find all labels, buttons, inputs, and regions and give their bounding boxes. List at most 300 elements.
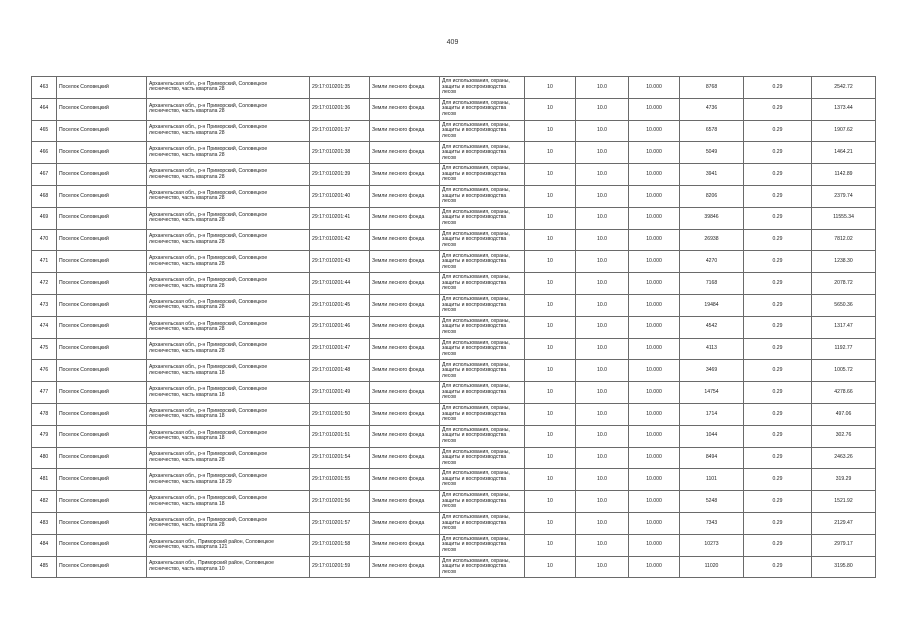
cost-cell: 2463.26 (812, 447, 876, 469)
address-line: лесничество, часть квартала 18 (149, 413, 225, 420)
permitted-use-line: Для использования, охраны, (442, 317, 510, 324)
min-value-cell: 10.0 (576, 98, 629, 120)
permitted-use-cell (440, 316, 525, 338)
settlement-cell: Поселок Соловецкий (57, 229, 147, 251)
address-line: лесничество, часть квартала 28 (149, 347, 225, 354)
address-line: Архангельская обл., р-н Приморский, Соловецкое (149, 277, 268, 284)
address-cell (147, 382, 310, 404)
cost-cell: 1464.21 (812, 142, 876, 164)
table-row (32, 229, 876, 251)
address-line: лесничество, часть квартала 28 (149, 326, 225, 333)
area-cell: 10 (525, 512, 576, 534)
permitted-use-line: лесов (442, 503, 456, 510)
permitted-use-line: защиты и воспроизводства (442, 236, 507, 243)
max-value-cell: 10.000 (629, 251, 680, 273)
min-value-cell: 10.0 (576, 556, 629, 578)
permitted-use-line: Для использования, охраны, (442, 252, 510, 259)
land-category-cell: Земли лесного фонда (370, 338, 440, 360)
permitted-use-line: Для использования, охраны, (442, 492, 510, 499)
area-cell: 10 (525, 77, 576, 99)
max-value-cell: 10.000 (629, 273, 680, 295)
land-category-cell: Земли лесного фонда (370, 142, 440, 164)
land-category-cell: Земли лесного фонда (370, 120, 440, 142)
max-value-cell: 10.000 (629, 338, 680, 360)
min-value-cell: 10.0 (576, 512, 629, 534)
min-value-cell: 10.0 (576, 142, 629, 164)
settlement-cell: Поселок Соловецкий (57, 469, 147, 491)
max-value-cell: 10.000 (629, 185, 680, 207)
cadastral-number-cell: 29:17:010201:45 (310, 294, 370, 316)
min-value-cell: 10.0 (576, 447, 629, 469)
permitted-use-line: лесов (442, 132, 456, 139)
area-cell: 10 (525, 273, 576, 295)
area-cell: 10 (525, 338, 576, 360)
cost-cell: 1521.92 (812, 491, 876, 513)
row-number-cell: 467 (32, 164, 57, 186)
permitted-use-cell (440, 251, 525, 273)
area-cell: 10 (525, 229, 576, 251)
index-value-cell: 1044 (680, 425, 744, 447)
index-value-cell: 10273 (680, 534, 744, 556)
max-value-cell: 10.000 (629, 294, 680, 316)
permitted-use-line: защиты и воспроизводства (442, 388, 507, 395)
permitted-use-line: защиты и воспроизводства (442, 149, 507, 156)
address-line: лесничество, часть квартала 18 (149, 435, 225, 442)
row-number-cell: 482 (32, 491, 57, 513)
cost-cell: 1192.77 (812, 338, 876, 360)
permitted-use-line: Для использования, охраны, (442, 187, 510, 194)
index-value-cell: 5248 (680, 491, 744, 513)
permitted-use-cell (440, 294, 525, 316)
cadastral-number-cell: 29:17:010201:36 (310, 98, 370, 120)
min-value-cell: 10.0 (576, 185, 629, 207)
address-line: лесничество, часть квартала 28 (149, 195, 225, 202)
land-category-cell: Земли лесного фонда (370, 294, 440, 316)
permitted-use-line: защиты и воспроизводства (442, 323, 507, 330)
cadastral-number-cell: 29:17:010201:35 (310, 77, 370, 99)
row-number-cell: 469 (32, 207, 57, 229)
settlement-cell: Поселок Соловецкий (57, 251, 147, 273)
permitted-use-line: лесов (442, 154, 456, 161)
min-value-cell: 10.0 (576, 534, 629, 556)
row-number-cell: 477 (32, 382, 57, 404)
row-number-cell: 484 (32, 534, 57, 556)
address-cell (147, 403, 310, 425)
row-number-cell: 464 (32, 98, 57, 120)
table-row (32, 98, 876, 120)
permitted-use-line: лесов (442, 372, 456, 379)
address-cell (147, 469, 310, 491)
row-number-cell: 470 (32, 229, 57, 251)
permitted-use-cell (440, 273, 525, 295)
address-line: лесничество, часть квартала 28 (149, 151, 225, 158)
min-value-cell: 10.0 (576, 382, 629, 404)
address-cell (147, 512, 310, 534)
min-value-cell: 10.0 (576, 251, 629, 273)
permitted-use-line: Для использования, охраны, (442, 78, 510, 85)
index-value-cell: 11020 (680, 556, 744, 578)
permitted-use-line: лесов (442, 328, 456, 335)
permitted-use-line: защиты и воспроизводства (442, 345, 507, 352)
table-row (32, 382, 876, 404)
settlement-cell: Поселок Соловецкий (57, 512, 147, 534)
permitted-use-line: лесов (442, 241, 456, 248)
permitted-use-line: Для использования, охраны, (442, 383, 510, 390)
cadastral-number-cell: 29:17:010201:48 (310, 360, 370, 382)
permitted-use-line: Для использования, охраны, (442, 274, 510, 281)
table-row (32, 294, 876, 316)
permitted-use-line: защиты и воспроизводства (442, 279, 507, 286)
address-line: лесничество, часть квартала 18 (149, 500, 225, 507)
coefficient-cell: 0.29 (744, 251, 812, 273)
row-number-cell: 481 (32, 469, 57, 491)
permitted-use-line: лесов (442, 285, 456, 292)
index-value-cell: 26938 (680, 229, 744, 251)
permitted-use-line: лесов (442, 110, 456, 117)
permitted-use-line: Для использования, охраны, (442, 448, 510, 455)
area-cell: 10 (525, 425, 576, 447)
land-category-cell: Земли лесного фонда (370, 403, 440, 425)
cadastral-number-cell: 29:17:010201:50 (310, 403, 370, 425)
address-line: Архангельская обл., р-н Приморский, Соловецкое (149, 451, 268, 458)
address-line: лесничество, часть квартала 28 (149, 108, 225, 115)
table-row (32, 512, 876, 534)
land-category-cell: Земли лесного фонда (370, 556, 440, 578)
permitted-use-line: защиты и воспроизводства (442, 105, 507, 112)
area-cell: 10 (525, 403, 576, 425)
max-value-cell: 10.000 (629, 360, 680, 382)
coefficient-cell: 0.29 (744, 164, 812, 186)
address-line: лесничество, часть квартала 10 (149, 565, 225, 572)
max-value-cell: 10.000 (629, 142, 680, 164)
min-value-cell: 10.0 (576, 469, 629, 491)
min-value-cell: 10.0 (576, 207, 629, 229)
cadastral-number-cell: 29:17:010201:56 (310, 491, 370, 513)
address-line: Архангельская обл., Приморский район, Соловецкое (149, 560, 274, 567)
coefficient-cell: 0.29 (744, 294, 812, 316)
permitted-use-line: лесов (442, 459, 456, 466)
land-category-cell: Земли лесного фонда (370, 512, 440, 534)
index-value-cell: 14754 (680, 382, 744, 404)
permitted-use-cell (440, 469, 525, 491)
permitted-use-cell (440, 164, 525, 186)
max-value-cell: 10.000 (629, 403, 680, 425)
table-row (32, 273, 876, 295)
table-row (32, 77, 876, 99)
address-line: лесничество, часть квартала 28 (149, 456, 225, 463)
address-line: лесничество, часть квартала 28 (149, 86, 225, 93)
table-row (32, 142, 876, 164)
permitted-use-line: защиты и воспроизводства (442, 192, 507, 199)
row-number-cell: 473 (32, 294, 57, 316)
land-category-cell: Земли лесного фонда (370, 273, 440, 295)
settlement-cell: Поселок Соловецкий (57, 98, 147, 120)
settlement-cell: Поселок Соловецкий (57, 316, 147, 338)
address-cell (147, 425, 310, 447)
permitted-use-line: лесов (442, 307, 456, 314)
cadastral-number-cell: 29:17:010201:58 (310, 534, 370, 556)
permitted-use-line: защиты и воспроизводства (442, 563, 507, 570)
area-cell: 10 (525, 491, 576, 513)
max-value-cell: 10.000 (629, 425, 680, 447)
min-value-cell: 10.0 (576, 425, 629, 447)
address-line: Архангельская обл., Приморский район, Соловецкое (149, 538, 274, 545)
land-category-cell: Земли лесного фонда (370, 425, 440, 447)
address-line: лесничество, часть квартала 18 (149, 369, 225, 376)
coefficient-cell: 0.29 (744, 273, 812, 295)
area-cell: 10 (525, 382, 576, 404)
index-value-cell: 4113 (680, 338, 744, 360)
permitted-use-cell (440, 120, 525, 142)
table-row (32, 469, 876, 491)
table-row (32, 556, 876, 578)
permitted-use-line: Для использования, охраны, (442, 535, 510, 542)
permitted-use-line: Для использования, охраны, (442, 405, 510, 412)
coefficient-cell: 0.29 (744, 447, 812, 469)
min-value-cell: 10.0 (576, 120, 629, 142)
permitted-use-line: лесов (442, 437, 456, 444)
cost-cell: 302.76 (812, 425, 876, 447)
permitted-use-line: защиты и воспроизводства (442, 432, 507, 439)
min-value-cell: 10.0 (576, 403, 629, 425)
address-cell (147, 251, 310, 273)
area-cell: 10 (525, 120, 576, 142)
address-line: лесничество, часть квартала 28 (149, 304, 225, 311)
cost-cell: 497.06 (812, 403, 876, 425)
cost-cell: 2379.74 (812, 185, 876, 207)
permitted-use-line: лесов (442, 568, 456, 575)
land-category-cell: Земли лесного фонда (370, 534, 440, 556)
settlement-cell: Поселок Соловецкий (57, 185, 147, 207)
row-number-cell: 483 (32, 512, 57, 534)
cadastral-number-cell: 29:17:010201:49 (310, 382, 370, 404)
permitted-use-line: Для использования, охраны, (442, 426, 510, 433)
cost-cell: 1373.44 (812, 98, 876, 120)
cadastral-number-cell: 29:17:010201:43 (310, 251, 370, 273)
row-number-cell: 463 (32, 77, 57, 99)
settlement-cell: Поселок Соловецкий (57, 77, 147, 99)
address-line: лесничество, часть квартала 28 (149, 260, 225, 267)
permitted-use-line: лесов (442, 416, 456, 423)
settlement-cell: Поселок Соловецкий (57, 403, 147, 425)
cadastral-number-cell: 29:17:010201:38 (310, 142, 370, 164)
max-value-cell: 10.000 (629, 382, 680, 404)
address-line: лесничество, часть квартала 18 (149, 391, 225, 398)
permitted-use-line: Для использования, охраны, (442, 296, 510, 303)
area-cell: 10 (525, 534, 576, 556)
permitted-use-line: Для использования, охраны, (442, 121, 510, 128)
row-number-cell: 480 (32, 447, 57, 469)
min-value-cell: 10.0 (576, 164, 629, 186)
permitted-use-line: Для использования, охраны, (442, 557, 510, 564)
cost-cell: 3195.80 (812, 556, 876, 578)
address-line: лесничество, часть квартала 28 (149, 173, 225, 180)
address-line: Архангельская обл., р-н Приморский, Соловецкое (149, 516, 268, 523)
cost-cell: 2078.72 (812, 273, 876, 295)
permitted-use-cell (440, 77, 525, 99)
address-line: лесничество, часть квартала 28 (149, 238, 225, 245)
address-cell (147, 164, 310, 186)
coefficient-cell: 0.29 (744, 491, 812, 513)
min-value-cell: 10.0 (576, 294, 629, 316)
permitted-use-line: защиты и воспроизводства (442, 170, 507, 177)
permitted-use-line: Для использования, охраны, (442, 99, 510, 106)
permitted-use-line: Для использования, охраны, (442, 470, 510, 477)
address-cell (147, 534, 310, 556)
settlement-cell: Поселок Соловецкий (57, 338, 147, 360)
max-value-cell: 10.000 (629, 120, 680, 142)
address-line: лесничество, часть квартала 121 (149, 544, 228, 551)
cadastral-number-cell: 29:17:010201:54 (310, 447, 370, 469)
address-cell (147, 77, 310, 99)
permitted-use-line: лесов (442, 198, 456, 205)
permitted-use-line: Для использования, охраны, (442, 208, 510, 215)
table-row (32, 251, 876, 273)
row-number-cell: 472 (32, 273, 57, 295)
address-line: Архангельская обл., р-н Приморский, Соловецкое (149, 386, 268, 393)
permitted-use-line: лесов (442, 263, 456, 270)
row-number-cell: 474 (32, 316, 57, 338)
cadastral-number-cell: 29:17:010201:41 (310, 207, 370, 229)
table-row (32, 534, 876, 556)
address-cell (147, 491, 310, 513)
coefficient-cell: 0.29 (744, 77, 812, 99)
address-line: Архангельская обл., р-н Приморский, Соловецкое (149, 320, 268, 327)
land-category-cell: Земли лесного фонда (370, 98, 440, 120)
settlement-cell: Поселок Соловецкий (57, 382, 147, 404)
index-value-cell: 4736 (680, 98, 744, 120)
settlement-cell: Поселок Соловецкий (57, 207, 147, 229)
coefficient-cell: 0.29 (744, 207, 812, 229)
address-line: Архангельская обл., р-н Приморский, Соловецкое (149, 168, 268, 175)
row-number-cell: 479 (32, 425, 57, 447)
settlement-cell: Поселок Соловецкий (57, 534, 147, 556)
coefficient-cell: 0.29 (744, 316, 812, 338)
settlement-cell: Поселок Соловецкий (57, 556, 147, 578)
area-cell: 10 (525, 164, 576, 186)
permitted-use-line: Для использования, охраны, (442, 230, 510, 237)
coefficient-cell: 0.29 (744, 469, 812, 491)
permitted-use-line: Для использования, охраны, (442, 361, 510, 368)
address-line: Архангельская обл., р-н Приморский, Соловецкое (149, 124, 268, 131)
index-value-cell: 8494 (680, 447, 744, 469)
area-cell: 10 (525, 469, 576, 491)
address-cell (147, 556, 310, 578)
address-line: Архангельская обл., р-н Приморский, Соловецкое (149, 473, 268, 480)
permitted-use-line: лесов (442, 89, 456, 96)
coefficient-cell: 0.29 (744, 185, 812, 207)
cost-cell: 1005.72 (812, 360, 876, 382)
max-value-cell: 10.000 (629, 469, 680, 491)
row-number-cell: 471 (32, 251, 57, 273)
permitted-use-line: лесов (442, 481, 456, 488)
settlement-cell: Поселок Соловецкий (57, 425, 147, 447)
settlement-cell: Поселок Соловецкий (57, 120, 147, 142)
settlement-cell: Поселок Соловецкий (57, 447, 147, 469)
permitted-use-cell (440, 403, 525, 425)
table-row (32, 185, 876, 207)
address-line: Архангельская обл., р-н Приморский, Соловецкое (149, 146, 268, 153)
permitted-use-line: защиты и воспроизводства (442, 214, 507, 221)
max-value-cell: 10.000 (629, 556, 680, 578)
index-value-cell: 7343 (680, 512, 744, 534)
permitted-use-cell (440, 338, 525, 360)
address-line: лесничество, часть квартала 28 (149, 129, 225, 136)
max-value-cell: 10.000 (629, 534, 680, 556)
cadastral-number-cell: 29:17:010201:55 (310, 469, 370, 491)
index-value-cell: 7168 (680, 273, 744, 295)
table-row (32, 360, 876, 382)
cost-cell: 7812.02 (812, 229, 876, 251)
land-category-cell: Земли лесного фонда (370, 382, 440, 404)
address-cell (147, 142, 310, 164)
coefficient-cell: 0.29 (744, 142, 812, 164)
min-value-cell: 10.0 (576, 229, 629, 251)
index-value-cell: 39846 (680, 207, 744, 229)
cadastral-number-cell: 29:17:010201:39 (310, 164, 370, 186)
cost-cell: 11555.34 (812, 207, 876, 229)
settlement-cell: Поселок Соловецкий (57, 273, 147, 295)
settlement-cell: Поселок Соловецкий (57, 142, 147, 164)
cadastral-number-cell: 29:17:010201:51 (310, 425, 370, 447)
coefficient-cell: 0.29 (744, 425, 812, 447)
cadastral-number-cell: 29:17:010201:42 (310, 229, 370, 251)
max-value-cell: 10.000 (629, 229, 680, 251)
land-category-cell: Земли лесного фонда (370, 469, 440, 491)
area-cell: 10 (525, 447, 576, 469)
row-number-cell: 478 (32, 403, 57, 425)
permitted-use-line: защиты и воспроизводства (442, 367, 507, 373)
address-line: Архангельская обл., р-н Приморский, Соловецкое (149, 342, 268, 349)
land-category-cell: Земли лесного фонда (370, 185, 440, 207)
coefficient-cell: 0.29 (744, 338, 812, 360)
min-value-cell: 10.0 (576, 338, 629, 360)
page-number: 409 (446, 39, 459, 46)
table-row (32, 447, 876, 469)
address-line: лесничество, часть квартала 18 29 (149, 478, 232, 485)
address-line: Архангельская обл., р-н Приморский, Соловецкое (149, 495, 268, 502)
area-cell: 10 (525, 360, 576, 382)
area-cell: 10 (525, 185, 576, 207)
cadastral-number-cell: 29:17:010201:37 (310, 120, 370, 142)
address-cell (147, 229, 310, 251)
permitted-use-cell (440, 491, 525, 513)
cost-cell: 319.29 (812, 469, 876, 491)
min-value-cell: 10.0 (576, 77, 629, 99)
permitted-use-line: Для использования, охраны, (442, 339, 510, 346)
area-cell: 10 (525, 142, 576, 164)
address-line: Архангельская обл., р-н Приморский, Соловецкое (149, 189, 268, 196)
settlement-cell: Поселок Соловецкий (57, 294, 147, 316)
permitted-use-line: защиты и воспроизводства (442, 410, 507, 417)
land-category-cell: Земли лесного фонда (370, 164, 440, 186)
max-value-cell: 10.000 (629, 164, 680, 186)
max-value-cell: 10.000 (629, 491, 680, 513)
address-line: лесничество, часть квартала 28 (149, 217, 225, 224)
land-category-cell: Земли лесного фонда (370, 447, 440, 469)
address-line: Архангельская обл., р-н Приморский, Соловецкое (149, 255, 268, 262)
table-row (32, 491, 876, 513)
address-line: лесничество, часть квартала 28 (149, 522, 225, 529)
area-cell: 10 (525, 294, 576, 316)
address-line: Архангельская обл., р-н Приморский, Соловецкое (149, 407, 268, 414)
row-number-cell: 485 (32, 556, 57, 578)
max-value-cell: 10.000 (629, 98, 680, 120)
coefficient-cell: 0.29 (744, 556, 812, 578)
table-row (32, 338, 876, 360)
coefficient-cell: 0.29 (744, 534, 812, 556)
land-category-cell: Земли лесного фонда (370, 251, 440, 273)
